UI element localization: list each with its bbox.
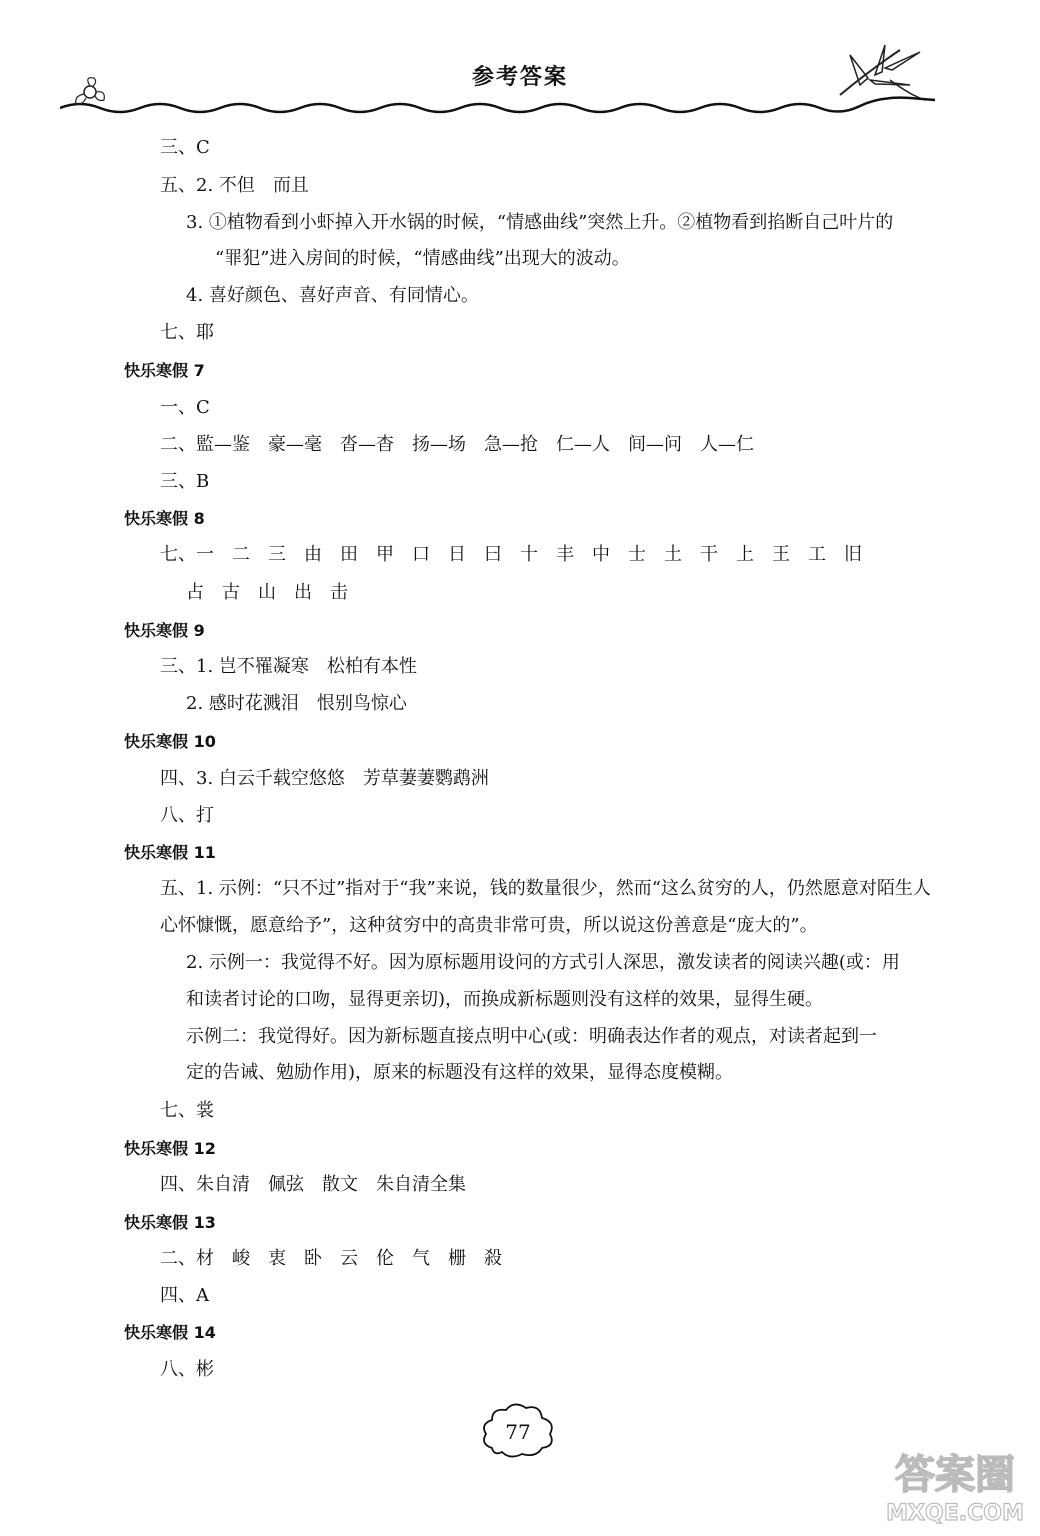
answer-line: 三、B bbox=[160, 471, 210, 492]
section-heading: 快乐寒假 11 bbox=[124, 843, 216, 862]
answer-line: 心怀慷慨，愿意给予”，这种贫穷中的高贵非常可贵，所以说这份善意是“庞大的”。 bbox=[160, 915, 818, 936]
answer-line: 四、3. 白云千载空悠悠 芳草萋萋鹦鹉洲 bbox=[160, 768, 489, 789]
answer-line: 3. ①植物看到小虾掉入开水锅的时候，“情感曲线”突然上升。②植物看到掐断自己叶片的 bbox=[186, 212, 894, 233]
answer-line: 定的告诫、勉励作用)，原来的标题没有这样的效果，显得态度模糊。 bbox=[186, 1062, 734, 1083]
page-header bbox=[0, 0, 1040, 140]
section-heading: 快乐寒假 7 bbox=[124, 361, 205, 380]
watermark-line2: MXQE.COM bbox=[886, 1501, 1024, 1526]
answer-line: 示例二：我觉得好。因为新标题直接点明中心(或：明确表达作者的观点，对读者起到一 bbox=[186, 1026, 878, 1047]
answer-line: 二、材 峻 衷 卧 云 伦 气 栅 殺 bbox=[160, 1248, 502, 1269]
answer-line: 五、2. 不但 而且 bbox=[160, 175, 309, 196]
page-title: 参考答案 bbox=[471, 65, 568, 90]
answer-line: 4. 喜好颜色、喜好声音、有同情心。 bbox=[186, 285, 479, 306]
answer-line: 七、一 二 三 由 田 甲 口 日 曰 十 丰 中 士 土 干 上 王 工 旧 bbox=[160, 544, 862, 565]
answer-line: 四、A bbox=[160, 1285, 209, 1306]
answer-line: 八、彬 bbox=[160, 1359, 214, 1380]
section-heading: 快乐寒假 10 bbox=[124, 732, 216, 751]
section-heading: 快乐寒假 9 bbox=[124, 621, 205, 640]
watermark-logo bbox=[880, 1440, 1030, 1530]
answer-line: 占 古 山 出 击 bbox=[186, 582, 348, 603]
answer-line: 七、耶 bbox=[160, 322, 214, 343]
answer-line: 五、1. 示例：“只不过”指对于“我”来说，钱的数量很少，然而“这么贫穷的人，仍然愿意对陌生人 bbox=[160, 878, 931, 899]
answer-line: 一、C bbox=[160, 397, 210, 418]
answer-line: 七、裳 bbox=[160, 1100, 214, 1121]
section-heading: 快乐寒假 13 bbox=[124, 1213, 216, 1232]
watermark-line1: 答案圈 bbox=[895, 1452, 1015, 1498]
answer-line: 八、打 bbox=[160, 805, 214, 826]
answer-line: 二、監—鉴 豪—毫 沓—杳 扬—场 急—抢 仁—人 间—问 人—仁 bbox=[160, 434, 754, 455]
answer-line: 2. 示例一：我觉得不好。因为原标题用设问的方式引人深思，激发读者的阅读兴趣(或：用 bbox=[186, 952, 900, 973]
answer-line: 三、1. 岂不罹凝寒 松柏有本性 bbox=[160, 656, 417, 677]
section-heading: 快乐寒假 14 bbox=[124, 1323, 216, 1342]
answer-line: 四、朱自清 佩弦 散文 朱自清全集 bbox=[160, 1174, 466, 1195]
answer-line: “罪犯”进入房间的时候，“情感曲线”出现大的波动。 bbox=[215, 248, 630, 269]
section-heading: 快乐寒假 12 bbox=[124, 1139, 216, 1158]
section-heading: 快乐寒假 8 bbox=[124, 509, 205, 528]
answer-line: 三、C bbox=[160, 137, 210, 158]
answer-line: 2. 感时花溅泪 恨别鸟惊心 bbox=[186, 693, 407, 714]
page-number: 77 bbox=[505, 1420, 531, 1444]
answer-line: 和读者讨论的口吻，显得更亲切)，而换成新标题则没有这样的效果，显得生硬。 bbox=[186, 989, 824, 1010]
